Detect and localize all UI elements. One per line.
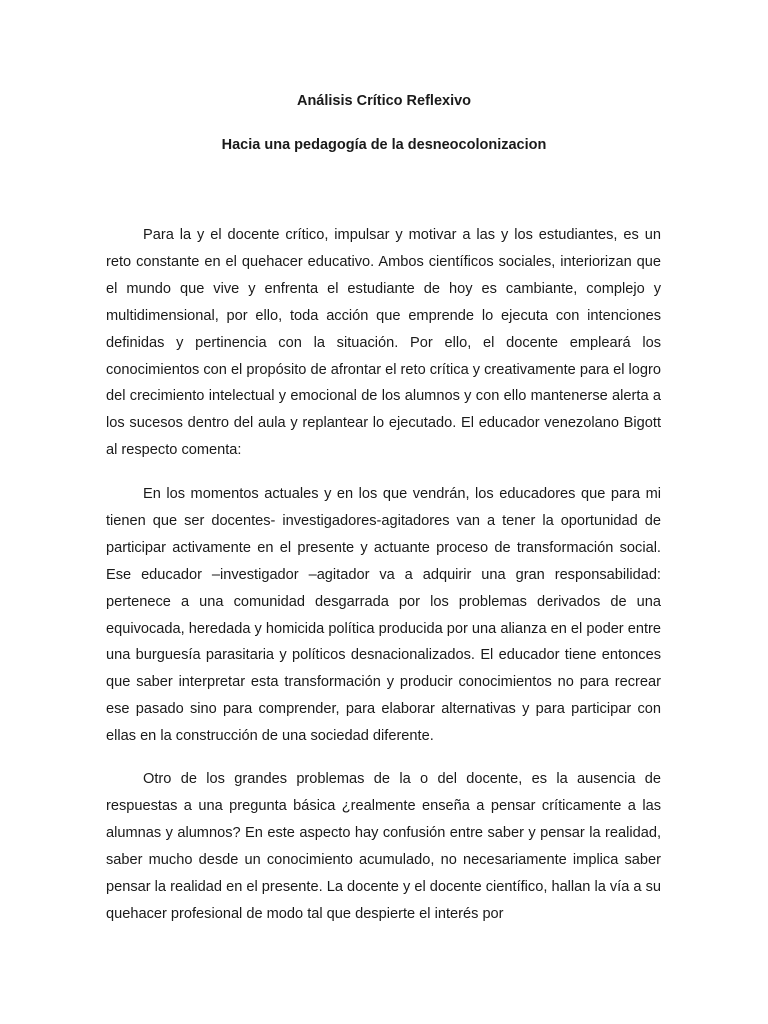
document-subtitle: Hacia una pedagogía de la desneocolonizacion bbox=[221, 137, 547, 153]
body-paragraph: Para la y el docente crítico, impulsar y motivar a las y los estudiantes, es un reto constante en el quehacer educativo. Ambos científicos sociales, interiorizan que el mundo que vive y enfrenta el estudiante de hoy es cambiante, complejo y multidimensional, por ello, toda acción que emprende lo ejecuta con intenciones definidas y pertinencia con la situación. Por ello, el docente empleará los conocimientos con el propósito de afrontar el reto crítica y creativamente para el logro del crecimiento intelectual y emocional de los alumnos y con ello mantenerse alerta a los sucesos dentro del aula y replantear lo ejecutado. El educador venezolano Bigott al respecto comenta: bbox=[106, 227, 661, 459]
document-title: Análisis Crítico Reflexivo bbox=[296, 93, 472, 109]
body-paragraph: En los momentos actuales y en los que vendrán, los educadores que para mi tienen que ser docentes- investigadores-agitadores van a tener la oportunidad de participar activamente en el presente y actuante proceso de transformación social. Ese educador –investigador –agitador va a adquirir una gran responsabilidad: pertenece a una comunidad desgarrada por los problemas derivados de una equivocada, heredada y homicida política producida por una alianza en el poder entre una burguesía parasitaria y políticos desnacionalizados. El educador tiene entonces que saber interpretar esta transformación y producir conocimientos no para recrear ese pasado sino para comprender, para elaborar alternativas y para participar con ellas en la construcción de una sociedad diferente. bbox=[106, 486, 661, 745]
body-paragraph: Otro de los grandes problemas de la o del docente, es la ausencia de respuestas a una pregunta básica ¿realmente enseña a pensar críticamente a las alumnas y alumnos? En este aspecto hay confusión entre saber y pensar la realidad, saber mucho desde un conocimiento acumulado, no necesariamente implica saber pensar la realidad en el presente. La docente y el docente científico, hallan la vía a su quehacer profesional de modo tal que despierte el interés por bbox=[106, 771, 661, 922]
